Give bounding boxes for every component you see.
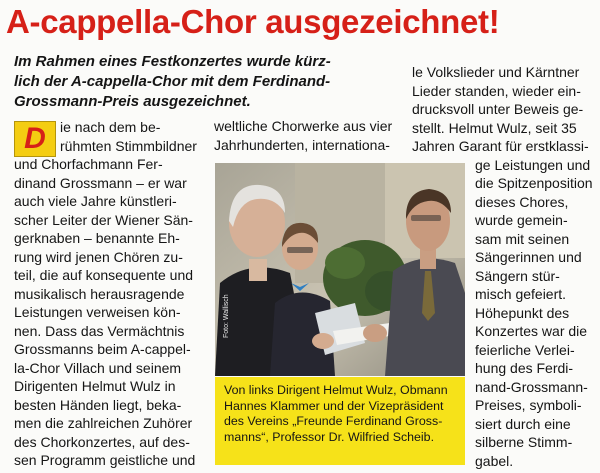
text-line: scher Leiter der Wiener Sän- [14, 211, 193, 228]
text-line: Höhepunkt des [475, 304, 570, 321]
text-line: gabel. [475, 452, 514, 469]
lead-line: Im Rahmen eines Festkonzertes wurde kürz- [14, 53, 331, 70]
caption-line: Hannes Klammer und der Vizepräsident [224, 398, 444, 413]
text-line: ge Leistungen und [475, 156, 591, 173]
text-line: und Chorfachmann Fer- [14, 156, 163, 172]
text-line: nen. Dass das Vermächtnis [14, 322, 185, 339]
text-line: wurde gemein- [475, 212, 568, 228]
text-line: besten Händen liegt, beka- [14, 396, 182, 413]
text-line: Preises, symboli- [475, 397, 582, 413]
text-line: ie nach dem be- [60, 119, 161, 135]
text-line: auch viele Jahre künstleri- [14, 193, 177, 209]
text-line: weltliche Chorwerke aus vier [214, 118, 393, 134]
drop-cap-letter: D [24, 122, 46, 155]
text-line: gerknaben – benannte Eh- [14, 230, 180, 246]
text-line: Grossmanns beim A-cappel- [14, 341, 191, 357]
text-line: stellt. Helmut Wulz, seit 35 [412, 119, 577, 136]
article-column-3 [412, 63, 594, 470]
text-line: le Volkslieder und Kärntner [412, 64, 580, 80]
headline: A-cappella-Chor ausgezeichnet! [6, 3, 500, 40]
text-line: drucksvoll unter Beweis ge- [412, 101, 584, 117]
text-line: sam mit seinen [475, 230, 570, 247]
text-line: musikalisch herausragende [14, 285, 185, 302]
text-line: rung wird jenen Chören zu- [14, 248, 183, 265]
photo-credit: Foto: Wallisch [223, 294, 230, 338]
lead-paragraph [14, 52, 409, 112]
text-line: rühmten Stimmbildner [60, 137, 197, 154]
text-line: Sängern stür- [475, 267, 560, 284]
text-line: Sängerinnen und [475, 249, 582, 265]
caption-line: Von links Dirigent Helmut Wulz, Obmann [224, 383, 448, 397]
text-line: men die zahlreichen Zuhörer [14, 415, 193, 431]
lead-line: lich der A-cappella-Chor mit dem Ferdinand- [14, 73, 331, 90]
text-line: feierliche Verlei- [475, 341, 575, 358]
text-line: nand-Grossmann- [475, 378, 588, 395]
text-line: misch gefeiert. [475, 286, 567, 302]
text-line: sen Programm geistliche und [14, 452, 196, 468]
caption-line: des Vereins „Freunde Ferdinand Gross- [224, 414, 443, 429]
text-line: dinand Grossmann – er war [14, 174, 187, 191]
text-line: siert durch eine [475, 415, 571, 432]
caption-line: manns“, Professor Dr. Wilfried Scheib. [224, 429, 435, 444]
text-line: Konzertes war die [475, 323, 588, 339]
article-column-1 [14, 118, 208, 470]
text-line: la-Chor Villach und seinem [14, 359, 182, 376]
text-line: silberne Stimm- [475, 434, 573, 450]
text-line: des Chorkonzertes, auf des- [14, 433, 190, 450]
lead-line: Grossmann-Preis ausgezeichnet. [14, 93, 251, 110]
text-line: die Spitzenposition [475, 175, 593, 191]
article-column-2 [214, 117, 392, 154]
text-line: hung des Ferdi- [475, 360, 574, 376]
text-line: Dirigenten Helmut Wulz in [14, 378, 176, 394]
text-line: Leistungen verweisen kön- [14, 304, 181, 320]
text-line: Jahren Garant für erstklassi- [412, 138, 589, 154]
text-line: teil, die auf konsequente und [14, 267, 194, 283]
text-line: Lieder standen, wieder ein- [412, 82, 581, 99]
text-line: dieses Chores, [475, 193, 569, 210]
text-line: Jahrhunderten, internationa- [214, 136, 390, 153]
